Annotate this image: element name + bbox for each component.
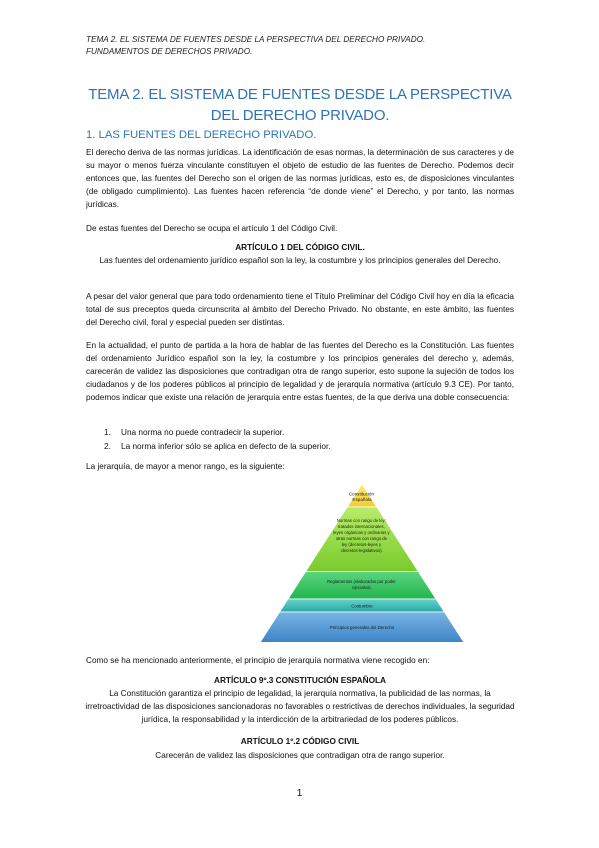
paragraph-titulo-preliminar: A pesar del valor general que para todo ordenamiento tiene el Título Preliminar del Código Civil hoy en día la eficacia total de sus preceptos queda circunscrita al ámbito del Derecho Privado. No obstante, en este ámbito, las fuentes del Derecho civil, foral y especial pueden ser distintas. — [86, 292, 514, 328]
paragraph-constitucion: En la actualidad, el punto de partida a la hora de hablar de las fuentes del Derecho es la Constitución. Las fuentes del ordenamiento Jurídico español son la ley, la costumbre y los principios generales del derecho y, además, carecerán de validez las disposiciones que contradigan otra de rango superior, esto supone la sujeción de todos los ciudadanos y de los poderes públicos al principio de legalidad y de jerarquía normativa (artículo 9.3 CE). Por tanto, podemos indicar que existe una relación de jerarquía entre estas fuentes, de la que deriva una doble consecuencia: — [86, 341, 514, 403]
list-item — [104, 426, 504, 440]
list-item-text: Una norma no puede contradecir la superior. — [121, 428, 285, 437]
running-header-line-2: FUNDAMENTOS DE DERECHOS PRIVADO. — [86, 47, 253, 56]
section-heading: 1. LAS FUENTES DEL DERECHO PRIVADO. — [86, 129, 317, 141]
list-item-number: 1. — [104, 428, 111, 437]
article-9-3-title: ARTÍCULO 9º.3 CONSTITUCIÓN ESPAÑOLA — [214, 676, 386, 685]
paragraph-principio-jerarquia: Como se ha mencionado anteriormente, el principio de jerarquía normativa viene recogido en: — [86, 656, 430, 665]
consequences-list — [104, 426, 504, 453]
pyramid-level-3-label: Reglamentos (elaborados por poder ejecutivo). — [327, 579, 396, 590]
page-number: 1 — [296, 788, 303, 799]
article-1-2-title: ARTÍCULO 1º.2 CÓDIGO CIVIL — [240, 737, 360, 746]
pyramid-level-1-label: Constitución Española — [348, 491, 374, 502]
pyramid-level-4-label: Costumbre — [351, 603, 373, 609]
paragraph-articulo-1-ref: De estas fuentes del Derecho se ocupa el artículo 1 del Código Civil. — [86, 224, 338, 233]
article-1-title: ARTÍCULO 1 DEL CÓDIGO CIVIL. — [235, 243, 365, 252]
list-item-number: 2. — [104, 441, 111, 451]
pyramid-level-5-label: Principios generales del Derecho — [329, 625, 395, 630]
paragraph-fuentes-intro: El derecho deriva de las normas jurídicas. La identificación de esas normas, la determinación de sus caracteres y de su mayor o menos fuerza vinculante constituyen el objeto de estudio de las fuentes de Derecho. Podemos decir entonces que, las fuentes del Derecho son el origen de las normas jurídicas, esto es, de disposiciones vinculantes (de obligado cumplimiento). Las fuentes hacen referencia “de donde viene” el Derecho, y por tanto, las normas jurídicas. — [86, 148, 514, 210]
list-item-text: La norma inferior sólo se aplica en defecto de la superior. — [121, 441, 331, 451]
pyramid-level-2-label: Normas con rango de ley: tratados internacionales, leyes orgánicas y ordinarias y otras normas con rango de ley (decretos-leyes y decretos-legislativos). — [333, 518, 390, 553]
hierarchy-pyramid — [259, 482, 465, 642]
running-header — [86, 34, 526, 58]
paragraph-jerarquia: La jerarquía, de mayor a menor rango, es la siguiente: — [86, 462, 285, 471]
document-title: TEMA 2. EL SISTEMA DE FUENTES DESDE LA PERSPECTIVA DEL DERECHO PRIVADO. — [88, 86, 512, 124]
article-1-2-text: Carecerán de validez las disposiciones que contradigan otra de rango superior. — [155, 751, 445, 760]
running-header-line-1: TEMA 2. EL SISTEMA DE FUENTES DESDE LA PERSPECTIVA DEL DERECHO PRIVADO. — [86, 35, 426, 44]
list-item — [104, 440, 504, 454]
article-9-3-text: La Constitución garantiza el principio de legalidad, la jerarquía normativa, la publicidad de las normas, la irretroactividad de las disposiciones sancionadoras no favorables o restrictivas de derechos individuales, la seguridad jurídica, la responsabilidad y la interdicción de la arbitrariedad de los poderes públicos. — [85, 689, 515, 725]
article-1-text: Las fuentes del ordenamiento jurídico español son la ley, la costumbre y los principios generales del Derecho. — [99, 256, 501, 265]
